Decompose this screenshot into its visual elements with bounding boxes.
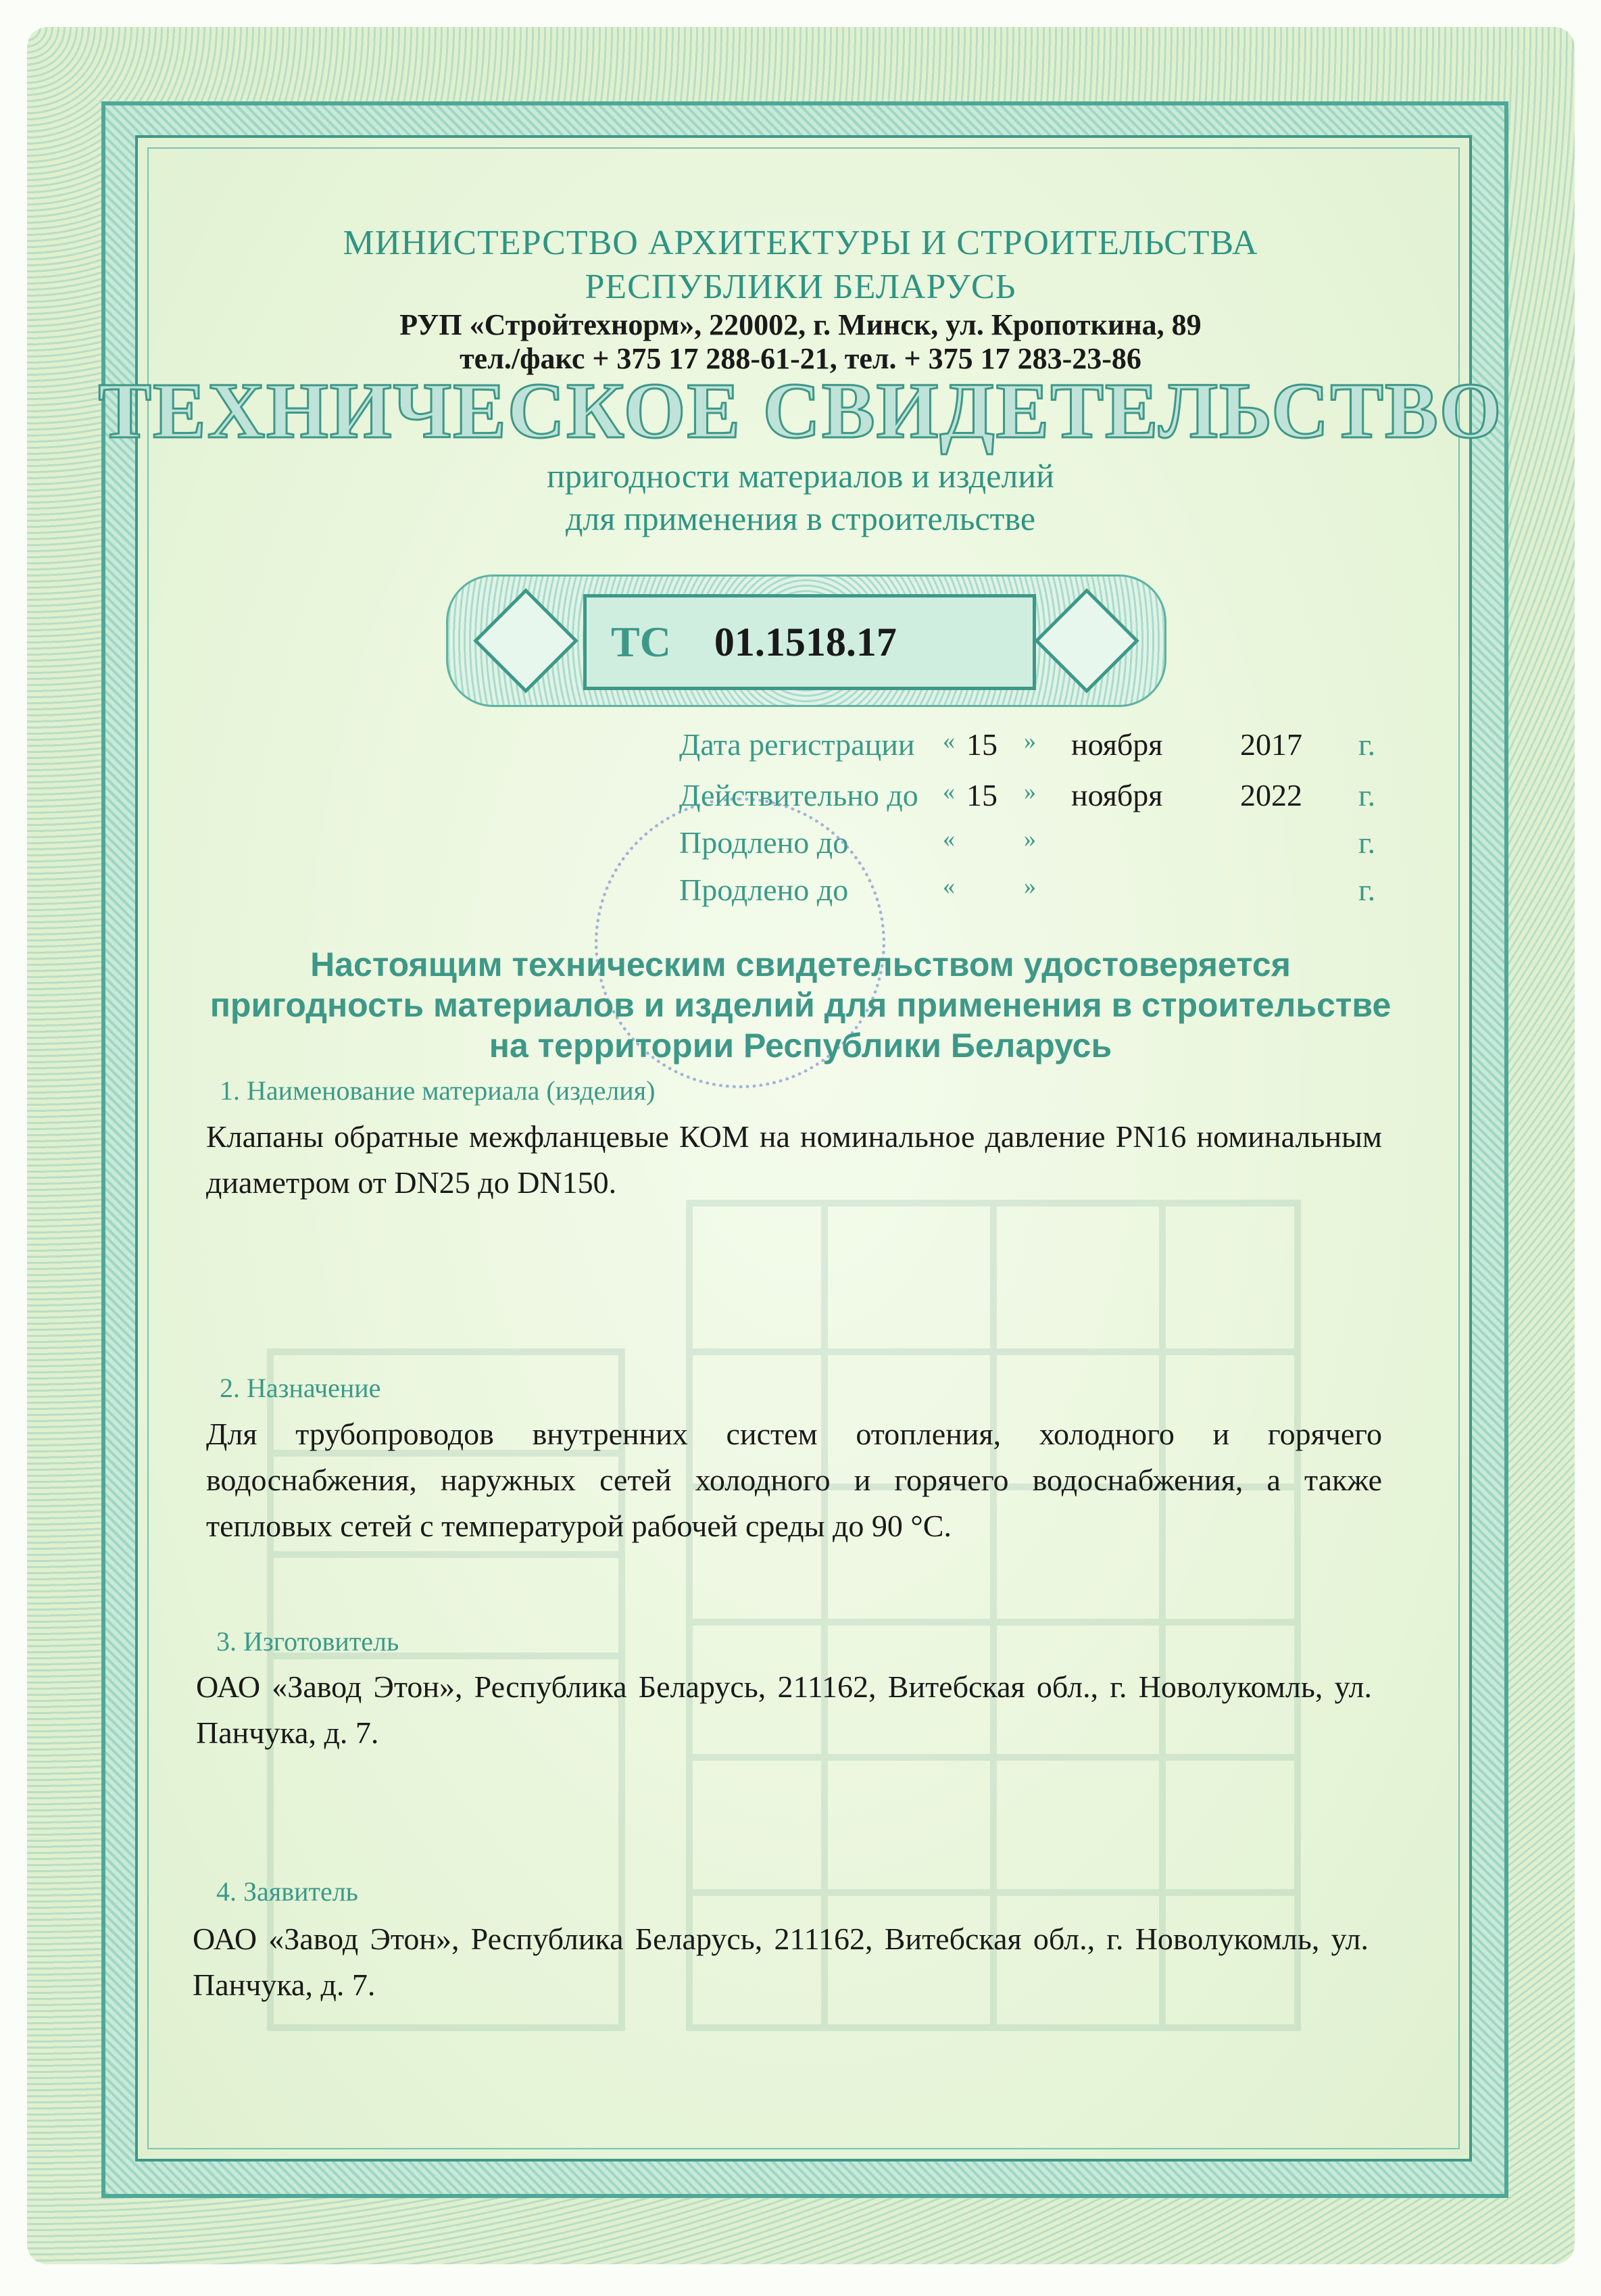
certificate-number: 01.1518.17	[714, 619, 897, 664]
section-heading-manufacturer: 3. Изготовитель	[216, 1626, 399, 1657]
section-heading-purpose: 2. Назначение	[220, 1373, 381, 1403]
diamond-ornament-right	[1034, 588, 1139, 693]
ministry-name-line1: МИНИСТЕРСТВО АРХИТЕКТУРЫ И СТРОИТЕЛЬСТВА	[343, 224, 1258, 262]
ministry-name-line2: РЕСПУБЛИКИ БЕЛАРУСЬ	[585, 268, 1016, 306]
declaration-line1: Настоящим техническим свидетельством удостоверяется	[310, 946, 1291, 983]
date-close-quote: »	[1024, 873, 1036, 900]
date-label: Дата регистрации	[679, 727, 915, 762]
date-open-quote: «	[943, 825, 955, 852]
date-year-suffix: г.	[1358, 873, 1376, 907]
date-day: 15	[966, 778, 997, 812]
date-row-registration	[0, 727, 1601, 767]
date-close-quote: »	[1024, 825, 1036, 852]
certificate-number-cartouche	[446, 575, 1166, 707]
date-month: ноября	[1071, 727, 1163, 762]
subtitle-line2: для применения в строительстве	[565, 499, 1036, 537]
section-body-applicant: ОАО «Завод Этон», Республика Беларусь, 211162, Витебская обл., г. Новолукомль, ул. Панчука, д. 7.	[193, 1922, 1369, 2002]
declaration-line2: пригодность материалов и изделий для применения в строительстве	[210, 986, 1391, 1024]
date-label: Продлено до	[679, 825, 849, 860]
organization-phone: тел./факс + 375 17 288-61-21, тел. + 375 17 283-23-86	[460, 342, 1141, 375]
date-year-suffix: г.	[1358, 778, 1376, 812]
organization-address: РУП «Стройтехнорм», 220002, г. Минск, ул. Кропоткина, 89	[399, 308, 1202, 341]
date-row-extended-2	[0, 872, 1601, 912]
date-row-valid-until	[0, 777, 1601, 818]
date-day: 15	[966, 727, 997, 762]
diamond-ornament-left	[473, 588, 578, 693]
subtitle-line1: пригодности материалов и изделий	[547, 457, 1054, 495]
date-open-quote: «	[943, 727, 955, 754]
date-year: 2017	[1240, 727, 1302, 762]
date-month: ноября	[1071, 778, 1163, 812]
certificate-prefix: ТС	[611, 618, 671, 666]
date-year-suffix: г.	[1358, 825, 1376, 860]
date-label: Действительно до	[679, 778, 918, 812]
date-open-quote: «	[943, 778, 955, 805]
section-body-purpose: Для трубопроводов внутренних систем отопления, холодного и горячего водоснабжения, наружных сетей холодного и горячего водоснабжения, а также тепловых сетей с температурой рабочей среды до 90 °С.	[206, 1417, 1382, 1543]
date-year: 2022	[1240, 778, 1302, 812]
declaration-line3: на территории Республики Беларусь	[489, 1027, 1112, 1065]
date-open-quote: «	[943, 873, 955, 900]
date-close-quote: »	[1024, 778, 1036, 805]
date-close-quote: »	[1024, 727, 1036, 754]
date-row-extended-1	[0, 825, 1601, 865]
date-label: Продлено до	[679, 873, 849, 907]
date-year-suffix: г.	[1358, 727, 1376, 762]
section-heading-applicant: 4. Заявитель	[216, 1876, 358, 1907]
section-heading-material: 1. Наименование материала (изделия)	[220, 1075, 656, 1106]
document-title: ТЕХНИЧЕСКОЕ СВИДЕТЕЛЬСТВО	[98, 366, 1503, 455]
section-body-manufacturer: ОАО «Завод Этон», Республика Беларусь, 211162, Витебская обл., г. Новолукомль, ул. Панчука, д. 7.	[196, 1669, 1372, 1750]
certificate-number-box	[583, 594, 1036, 690]
section-body-material: Клапаны обратные межфланцевые КОМ на номинальное давление PN16 номинальным диаметром от DN25 до DN150.	[206, 1119, 1382, 1200]
